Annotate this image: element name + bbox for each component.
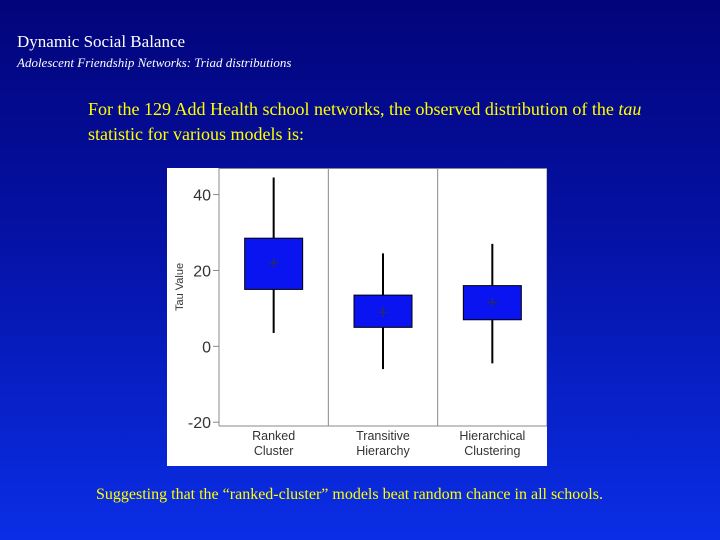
intro-text-part1: For the 129 Add Health school networks, the observed distribution of the — [88, 99, 619, 119]
y-tick-label: 40 — [193, 187, 211, 205]
intro-text — [88, 97, 688, 147]
x-category-label: Hierarchy — [356, 444, 410, 458]
slide-subtitle: Adolescent Friendship Networks: Triad distributions — [17, 55, 292, 70]
intro-text-part2: statistic for various models is: — [88, 124, 304, 144]
x-category-label: Cluster — [253, 444, 294, 458]
y-tick-label: 0 — [202, 339, 211, 357]
boxplot-svg — [167, 168, 547, 466]
y-tick-label: 20 — [193, 263, 211, 281]
y-axis-label: Tau Value — [174, 262, 186, 312]
x-category-label: Clustering — [464, 444, 521, 458]
x-category-label: Hierarchical — [459, 429, 526, 443]
intro-text-tau: tau — [618, 99, 642, 119]
footer-text: Suggesting that the “ranked-cluster” models beat random chance in all schools. — [96, 486, 603, 503]
boxplot-chart — [167, 168, 547, 466]
x-category-label: Ranked — [252, 429, 296, 443]
x-category-label: Transitive — [356, 429, 410, 443]
slide-title: Dynamic Social Balance — [17, 32, 186, 51]
y-tick-label: -20 — [187, 415, 211, 433]
